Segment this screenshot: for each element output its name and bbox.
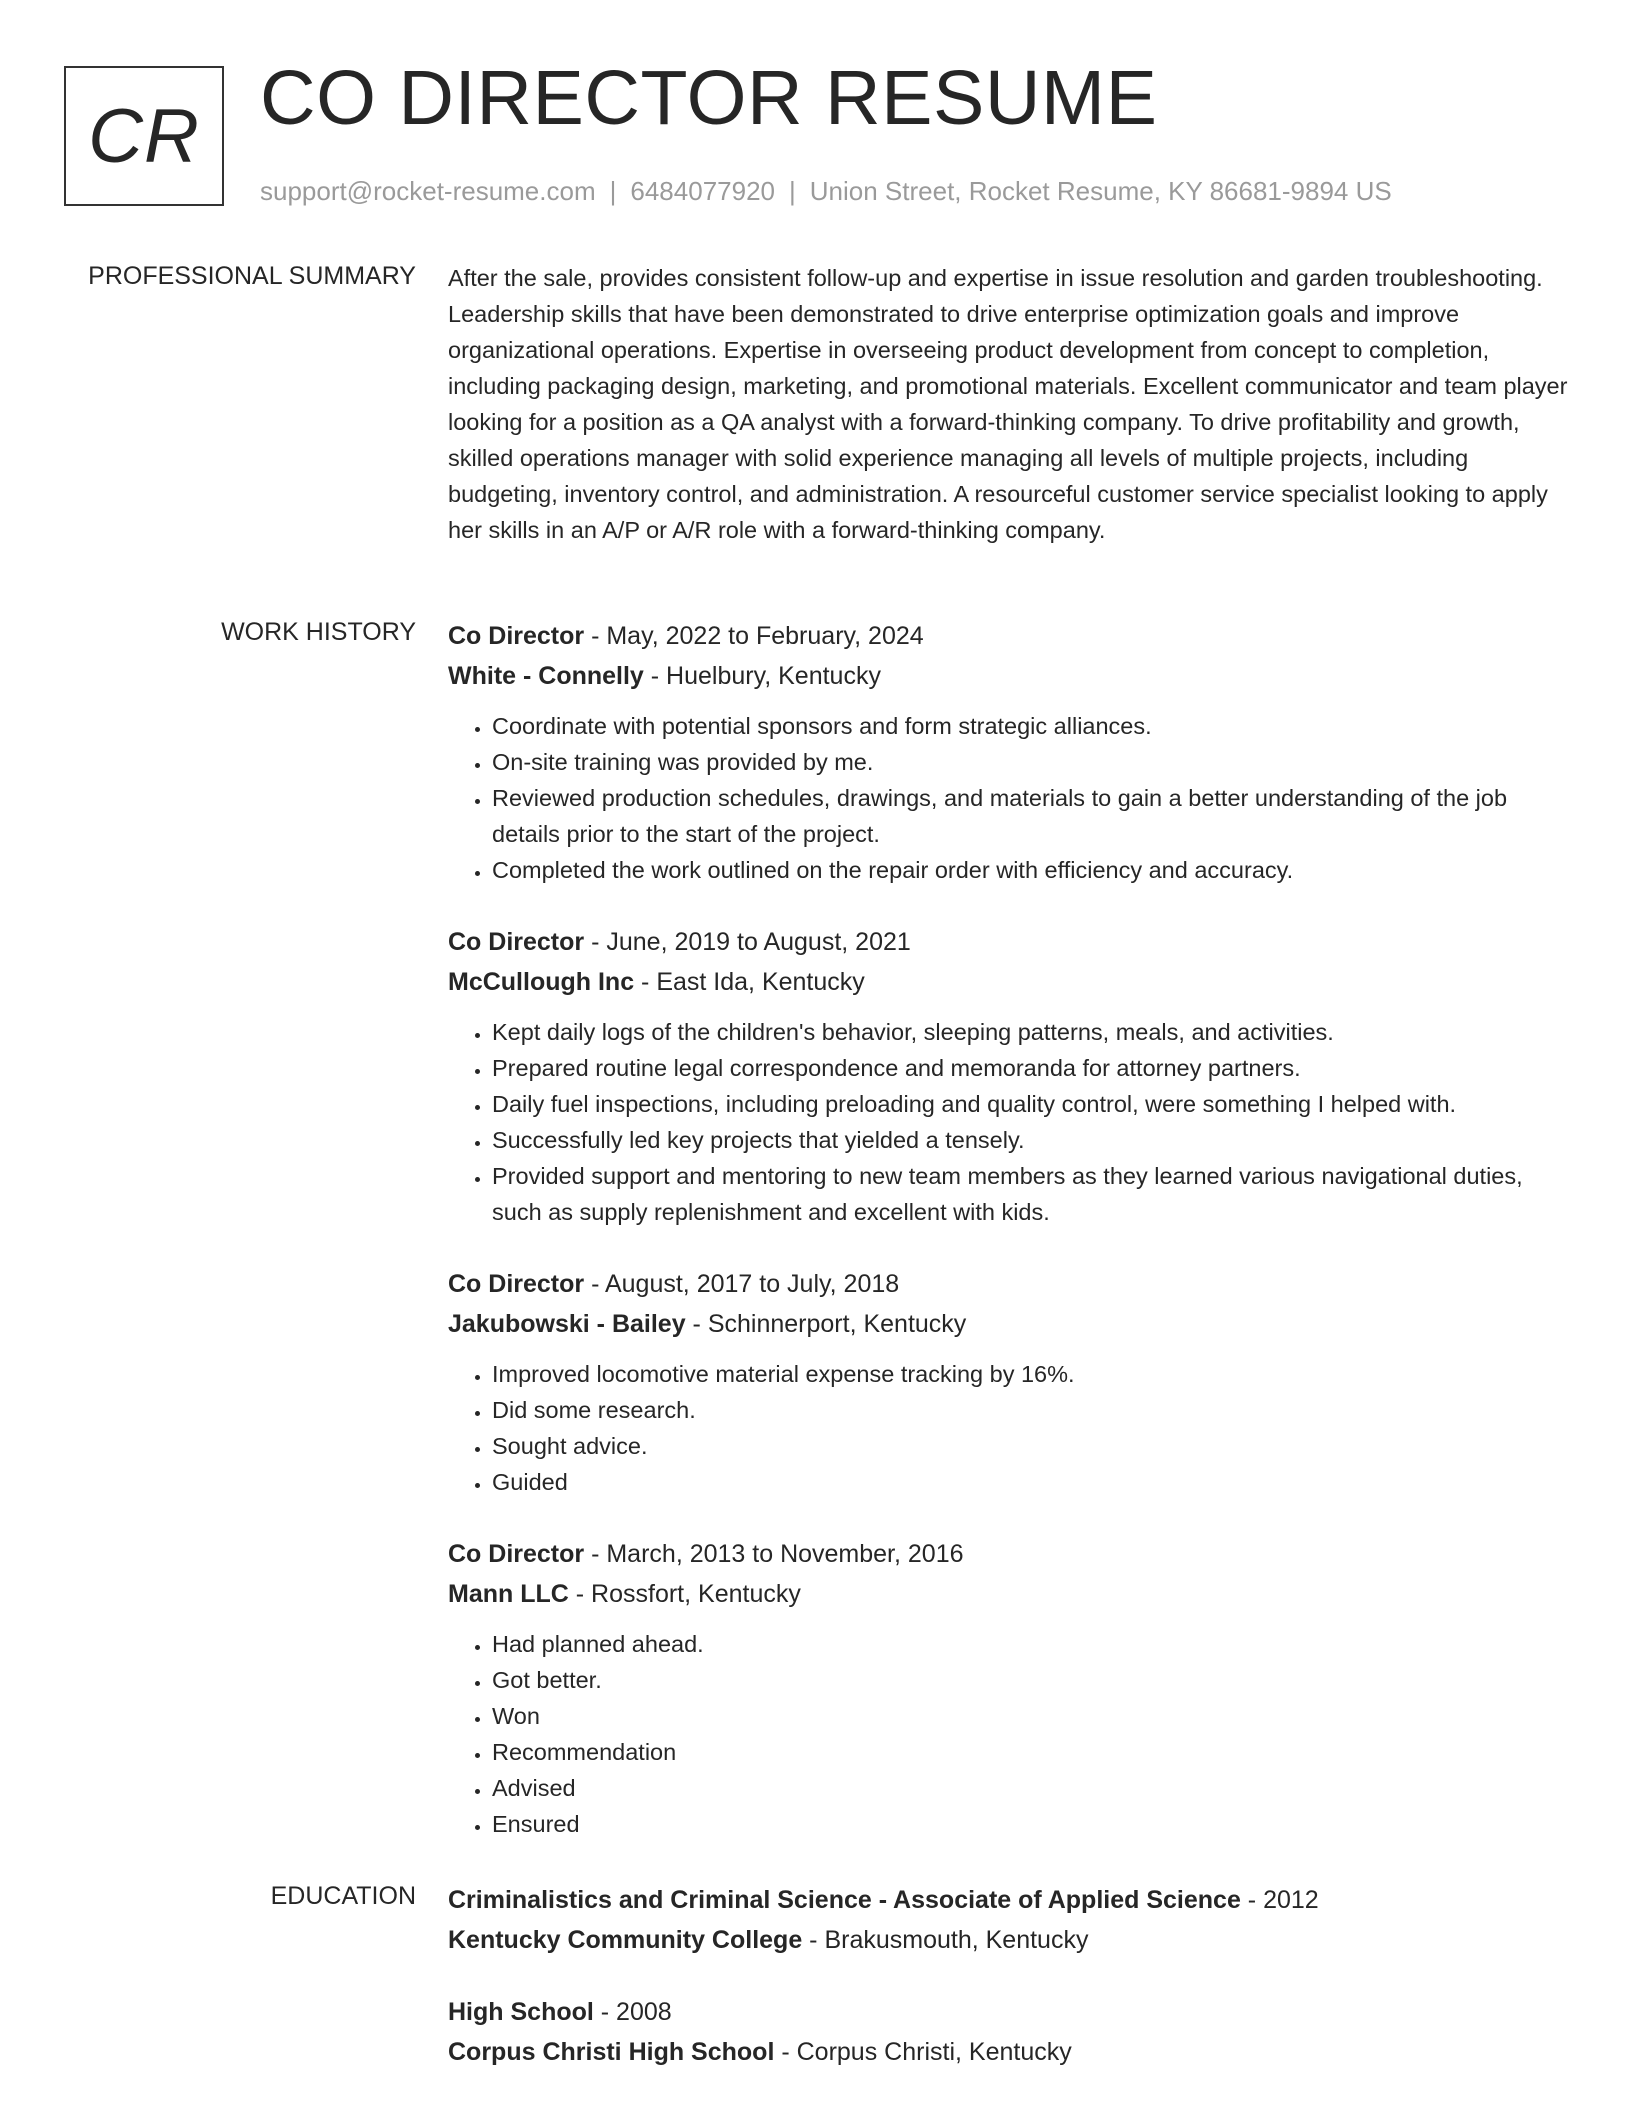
job-title-line <box>448 922 1568 962</box>
contact-line <box>260 176 1392 206</box>
list-item: • Had planned ahead. <box>492 1626 1568 1662</box>
job-bullets <box>448 708 1568 888</box>
list-item: • Advised <box>492 1770 1568 1806</box>
job-title-line <box>448 616 1568 656</box>
job-company: Jakubowski - Bailey <box>448 1310 686 1338</box>
list-item: • Recommendation <box>492 1734 1568 1770</box>
contact-separator: | <box>609 176 617 206</box>
contact-separator: | <box>789 176 796 206</box>
job-company-line <box>448 1574 1568 1614</box>
page-title: CO DIRECTOR RESUME <box>260 55 1158 141</box>
job-title: Co Director <box>448 1270 585 1298</box>
section-label-work: WORK HISTORY <box>221 618 416 646</box>
degree-line <box>448 1992 1568 2032</box>
job-location: - Rossfort, Kentucky <box>568 1580 801 1608</box>
job-company: Mann LLC <box>448 1580 569 1608</box>
list-item: • Guided <box>492 1464 1568 1500</box>
list-item: • Won <box>492 1698 1568 1734</box>
school-line <box>448 2032 1568 2072</box>
job-entry <box>448 616 1568 888</box>
job-company-line <box>448 656 1568 696</box>
job-dates: - May, 2022 to February, 2024 <box>584 622 924 650</box>
job-location: - Huelbury, Kentucky <box>643 662 881 690</box>
job-title: Co Director <box>448 622 585 650</box>
job-entry <box>448 1264 1568 1500</box>
job-entry <box>448 922 1568 1230</box>
job-dates: - June, 2019 to August, 2021 <box>584 928 911 956</box>
degree-line <box>448 1880 1568 1920</box>
summary-text: After the sale, provides consistent follow-up and expertise in issue resolution and garden troubleshooting. Leadership skills that have been demonstrated to drive enterprise optimization goals and improve organizational operations. Expertise in overseeing product development from concept to completion, including packaging design, marketing, and promotional materials. Excellent communicator and team player looking for a position as a QA analyst with a forward-thinking company. To drive profitability and growth, skilled operations manager with solid experience managing all levels of multiple projects, including budgeting, inventory control, and administration. A resourceful customer service specialist looking to apply her skills in an A/P or A/R role with a forward-thinking company. <box>448 265 1568 543</box>
list-item: • Kept daily logs of the children's behavior, sleeping patterns, meals, and activities. <box>492 1014 1568 1050</box>
list-item: • Got better. <box>492 1662 1568 1698</box>
contact-address: Union Street, Rocket Resume, KY 86681-9894 US <box>809 176 1392 206</box>
job-dates: - March, 2013 to November, 2016 <box>584 1540 964 1568</box>
list-item: • Reviewed production schedules, drawings, and materials to gain a better understanding of the job details prior to the start of the project. <box>492 780 1568 852</box>
job-dates: - August, 2017 to July, 2018 <box>584 1270 900 1298</box>
education-entry <box>448 1880 1568 1960</box>
education-body <box>448 1880 1568 2072</box>
list-item: • Provided support and mentoring to new team members as they learned various navigational duties, such as supply replenishment and excellent with kids. <box>492 1158 1568 1230</box>
job-company: White - Connelly <box>448 662 644 690</box>
job-location: - Schinnerport, Kentucky <box>685 1310 967 1338</box>
list-item: • On-site training was provided by me. <box>492 744 1568 780</box>
section-label-education: EDUCATION <box>270 1882 416 1910</box>
job-title-line <box>448 1264 1568 1304</box>
job-bullets <box>448 1626 1568 1842</box>
list-item: • Did some research. <box>492 1392 1568 1428</box>
monogram-logo: CR <box>64 66 224 206</box>
degree-year: - 2012 <box>1240 1886 1319 1914</box>
list-item: • Daily fuel inspections, including preloading and quality control, were something I helped with. <box>492 1086 1568 1122</box>
contact-phone[interactable]: 6484077920 <box>630 176 775 206</box>
summary-body <box>448 260 1568 548</box>
job-entry <box>448 1534 1568 1842</box>
degree-name: High School <box>448 1998 594 2026</box>
list-item: • Ensured <box>492 1806 1568 1842</box>
school-line <box>448 1920 1568 1960</box>
job-company-line <box>448 962 1568 1002</box>
section-label-summary: PROFESSIONAL SUMMARY <box>88 262 416 290</box>
school-location: - Brakusmouth, Kentucky <box>802 1926 1089 1954</box>
job-company: McCullough Inc <box>448 968 635 996</box>
job-company-line <box>448 1304 1568 1344</box>
list-item: • Successfully led key projects that yielded a tensely. <box>492 1122 1568 1158</box>
list-item: • Improved locomotive material expense tracking by 16%. <box>492 1356 1568 1392</box>
education-entry <box>448 1992 1568 2072</box>
job-bullets <box>448 1014 1568 1230</box>
job-location: - East Ida, Kentucky <box>634 968 865 996</box>
degree-year: - 2008 <box>593 1998 672 2026</box>
job-title: Co Director <box>448 928 585 956</box>
list-item: • Coordinate with potential sponsors and form strategic alliances. <box>492 708 1568 744</box>
degree-name: Criminalistics and Criminal Science - Associate of Applied Science <box>448 1886 1241 1914</box>
job-title-line <box>448 1534 1568 1574</box>
work-body <box>448 616 1568 1842</box>
list-item: • Completed the work outlined on the repair order with efficiency and accuracy. <box>492 852 1568 888</box>
job-title: Co Director <box>448 1540 585 1568</box>
school-name: Kentucky Community College <box>448 1926 803 1954</box>
contact-email[interactable]: support@rocket-resume.com <box>260 176 596 206</box>
job-bullets <box>448 1356 1568 1500</box>
school-name: Corpus Christi High School <box>448 2038 775 2066</box>
list-item: • Prepared routine legal correspondence and memoranda for attorney partners. <box>492 1050 1568 1086</box>
list-item: • Sought advice. <box>492 1428 1568 1464</box>
school-location: - Corpus Christi, Kentucky <box>774 2038 1072 2066</box>
